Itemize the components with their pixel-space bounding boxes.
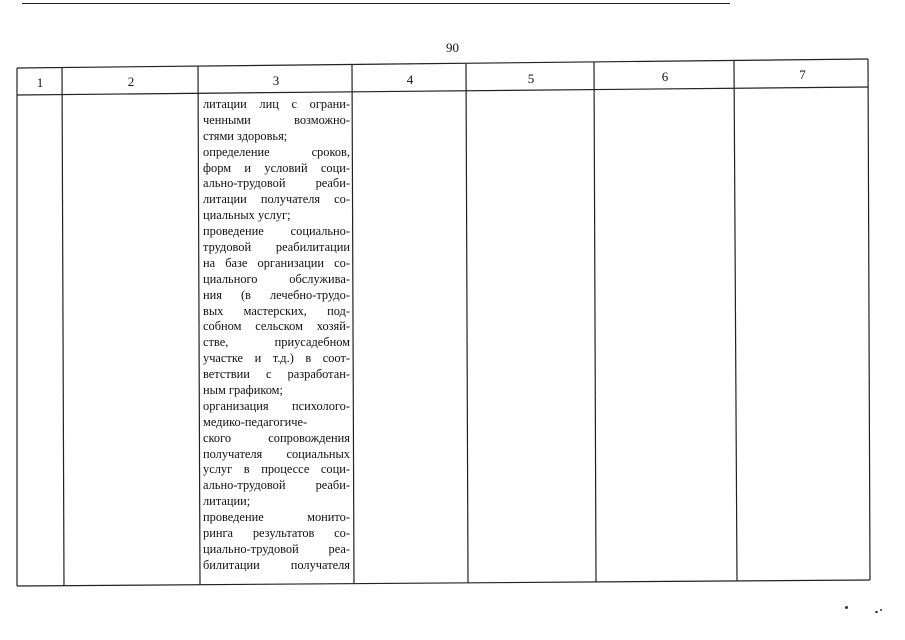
text-line: ченными возможно- <box>203 112 350 127</box>
text-line: на базе организации со- <box>203 255 350 270</box>
text-line: литации; <box>203 494 251 509</box>
text-line: стями здоровья; <box>203 128 288 143</box>
text-line: ным графиком; <box>203 383 283 398</box>
column-header-2: 2 <box>127 74 135 89</box>
text-line: стве, приусадебном <box>203 335 350 350</box>
text-line: проведение монито- <box>203 510 350 525</box>
text-line: получателя социальных <box>203 446 350 461</box>
scan-speck <box>875 611 878 613</box>
text-line: циального обслужива- <box>203 271 350 286</box>
col-border-6-7 <box>734 61 737 581</box>
col-border-4-5 <box>466 64 468 583</box>
text-line: форм и условий соци- <box>203 160 350 175</box>
text-line: медико-педагогиче- <box>203 414 308 429</box>
column-header-4: 4 <box>406 72 414 87</box>
text-line: ского сопровождения <box>203 430 350 445</box>
col-border-right <box>868 59 870 580</box>
text-line: циальных услуг; <box>203 208 291 223</box>
column-header-3: 3 <box>272 73 280 88</box>
text-line: участке и т.д.) в соот- <box>203 351 350 366</box>
text-line: ния (в лечебно-трудо- <box>203 287 350 302</box>
text-line: литации получателя со- <box>203 192 350 207</box>
column-header-7: 7 <box>799 67 806 82</box>
text-line: определение сроков, <box>203 144 350 159</box>
col-border-5-6 <box>594 62 596 582</box>
text-line: ально-трудовой реаби- <box>203 176 350 191</box>
col-border-3-4 <box>352 65 354 584</box>
text-line: трудовой реабилитации <box>203 240 350 255</box>
text-line: ветствии с разработан- <box>203 367 350 382</box>
text-line: литации лиц с ограни- <box>203 97 350 111</box>
scan-speck <box>845 606 848 609</box>
page-number: 90 <box>446 40 459 55</box>
column-header-5: 5 <box>527 71 535 86</box>
text-line: ринга результатов со- <box>203 526 350 541</box>
text-line: проведение социально- <box>203 224 350 239</box>
col-border-1-2 <box>62 67 64 586</box>
col-border-2-3 <box>198 66 200 585</box>
text-line: услуг в процессе соци- <box>203 462 350 477</box>
column-header-1: 1 <box>36 75 44 90</box>
table-bottom-border <box>17 580 870 586</box>
text-line: циально-трудовой реа- <box>203 541 350 556</box>
text-line: организация психолого- <box>203 398 350 413</box>
text-line: билитации получателя <box>203 557 350 572</box>
column-3-cell-text <box>203 97 350 574</box>
text-line: ально-трудовой реаби- <box>203 478 350 493</box>
text-line: вых мастерских, под- <box>203 303 350 318</box>
column-header-6: 6 <box>661 69 669 84</box>
text-line: собном сельском хозяй- <box>203 319 350 334</box>
scan-speck <box>880 609 882 611</box>
